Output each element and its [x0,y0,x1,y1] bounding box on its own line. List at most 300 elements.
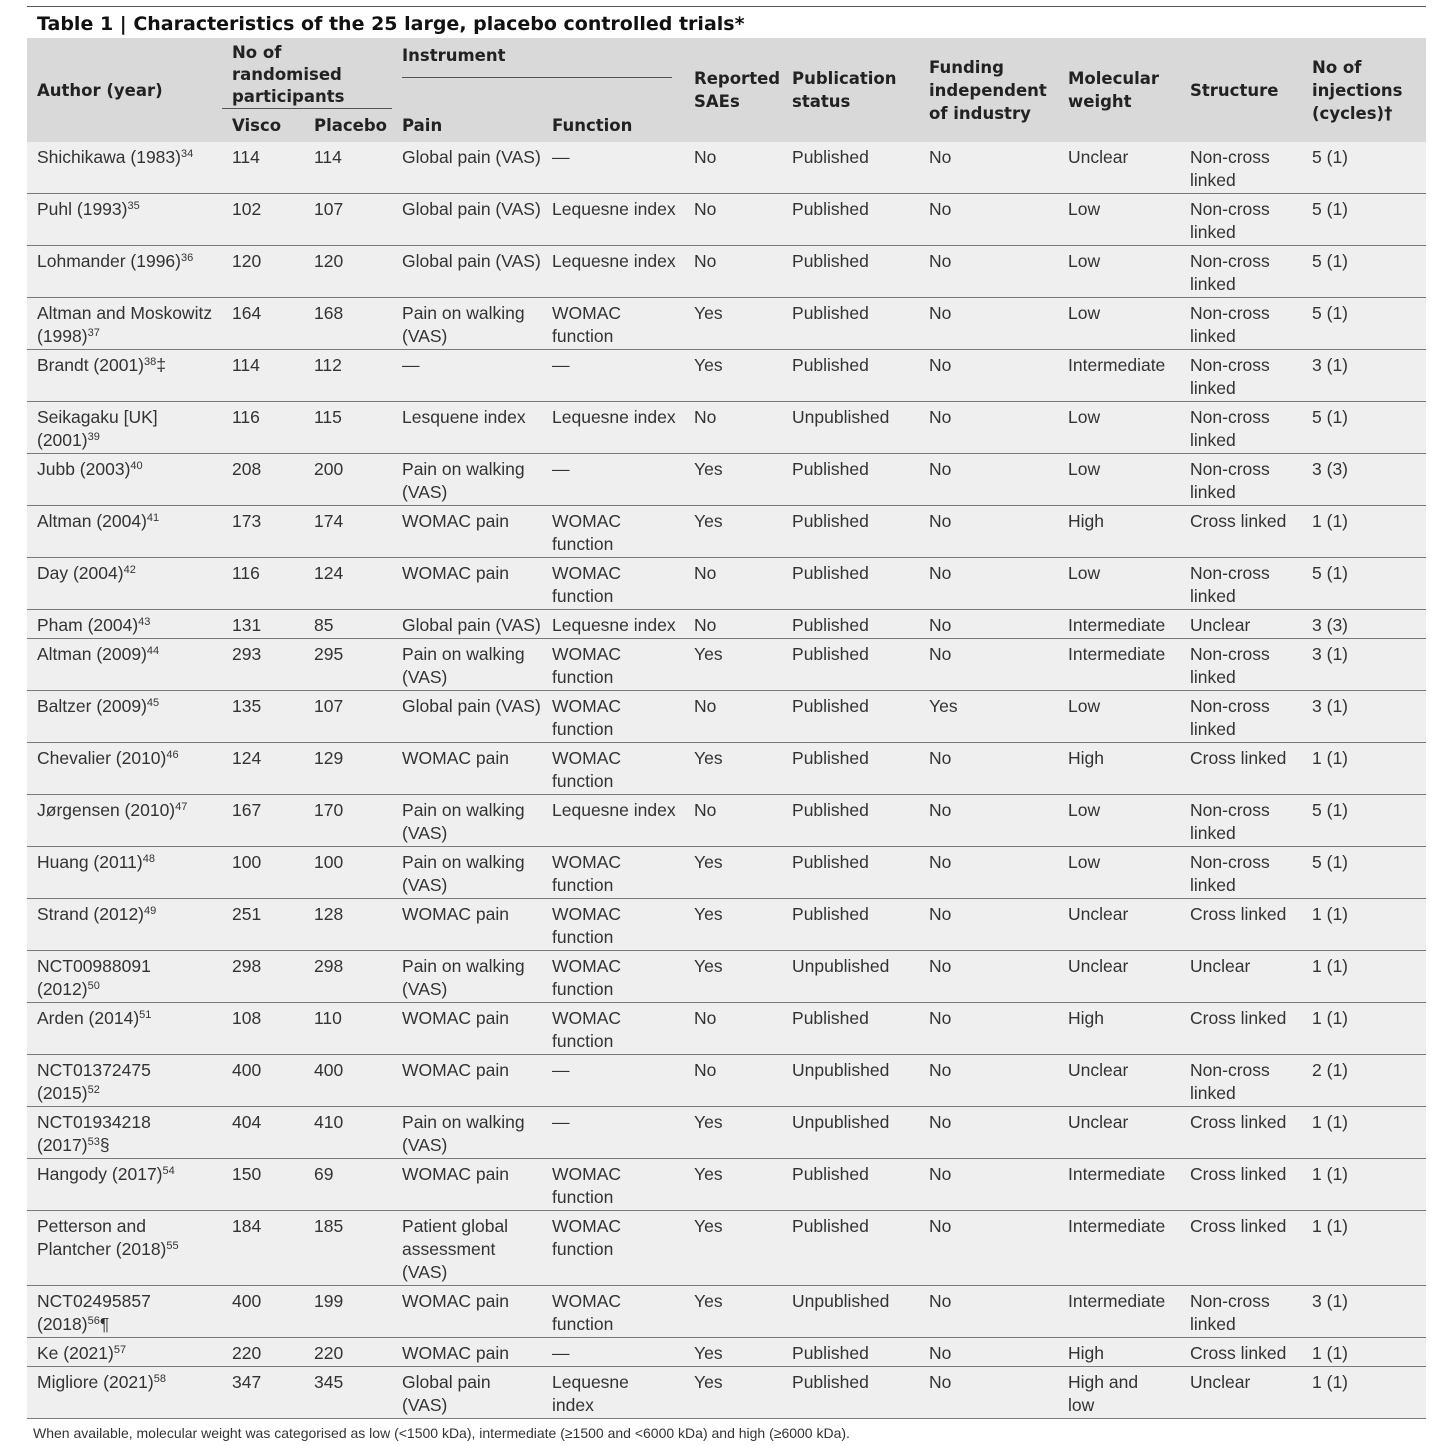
cell-structure-line: Cross linked [1190,1216,1287,1236]
cell-structure-line: Unclear [1190,615,1251,635]
header-pain: Pain [392,109,542,143]
cell-function-line: WOMAC [552,1008,622,1028]
table-row [27,1338,1426,1367]
cell-molecular [1058,402,1180,454]
cell-function [542,246,684,298]
cell-pain-line: Pain on walking [402,1112,525,1132]
cell-function-line: WOMAC [552,1291,622,1311]
cell-publication: Published [782,298,919,350]
cell-function-line: Lequesne index [552,251,676,271]
cell-pain [392,506,542,558]
cell-structure-line: Non-cross [1190,199,1270,219]
cell-function-line: function [552,1031,614,1051]
cell-pain-line: (VAS) [402,1395,448,1415]
cell-function [542,558,684,610]
cell-saes: No [684,795,782,847]
cell-molecular-line: High [1068,1008,1105,1028]
header-funding: Funding independent of industry [919,38,1058,142]
cell-molecular [1058,1055,1180,1107]
table-row [27,558,1426,610]
cell-publication: Published [782,1367,919,1419]
cell-function-line: function [552,1314,614,1334]
cell-saes: Yes [684,1286,782,1338]
cell-function [542,691,684,743]
table-row [27,1107,1426,1159]
footnote-mark: § [99,1135,110,1155]
cell-publication: Unpublished [782,1107,919,1159]
cell-molecular-line: Unclear [1068,904,1129,924]
table-row [27,1159,1426,1211]
cell-saes: Yes [684,899,782,951]
cell-pain [392,194,542,246]
header-saes: Reported SAEs [684,38,782,142]
cell-pain-line: Global pain (VAS) [402,199,541,219]
table-container [27,6,1426,1445]
cell-pain-line: WOMAC pain [402,904,509,924]
cell-molecular-line: Intermediate [1068,644,1166,664]
cell-function [542,350,684,402]
reference-number: 35 [127,200,140,212]
cell-placebo: 100 [304,847,392,899]
cell-pain [392,1286,542,1338]
cell-placebo: 124 [304,558,392,610]
cell-structure [1180,246,1302,298]
header-randomised [222,38,392,109]
table-row [27,899,1426,951]
table-row [27,350,1426,402]
cell-structure-line: linked [1190,823,1236,843]
cell-function-line: WOMAC [552,852,622,872]
reference-number: 46 [166,749,179,761]
cell-pain-line: WOMAC pain [402,511,509,531]
cell-placebo: 168 [304,298,392,350]
cell-author-line: Hangody (2017) [37,1164,163,1184]
cell-molecular-line: Low [1068,800,1101,820]
cell-molecular [1058,298,1180,350]
reference-number: 48 [142,853,155,865]
cell-visco: 116 [222,558,304,610]
header-randomised-label: No of randomised participants [232,43,345,106]
reference-number: 45 [146,697,160,709]
cell-injections: 5 (1) [1302,298,1426,350]
cell-author-line: Chevalier (2010) [37,748,167,768]
header-molecular: Molecular weight [1058,38,1180,142]
cell-structure-line: linked [1190,326,1236,346]
cell-placebo: 107 [304,194,392,246]
table-row [27,951,1426,1003]
instrument-rule [402,77,672,78]
cell-function-line: — [552,1343,570,1363]
cell-funding: Yes [919,691,1058,743]
cell-structure [1180,558,1302,610]
cell-author-line: Altman and Moskowitz [37,303,213,323]
cell-structure-line: linked [1190,482,1236,502]
cell-funding: No [919,795,1058,847]
cell-structure-line: Non-cross [1190,563,1270,583]
cell-function-line: WOMAC [552,644,622,664]
cell-author [27,1055,222,1107]
cell-saes: Yes [684,1367,782,1419]
cell-molecular-line: Low [1068,407,1101,427]
cell-injections: 1 (1) [1302,1159,1426,1211]
cell-author-line: Jubb (2003) [37,459,131,479]
cell-funding: No [919,951,1058,1003]
cell-injections: 5 (1) [1302,246,1426,298]
cell-placebo: 120 [304,246,392,298]
table-title: Table 1 | Characteristics of the 25 large, placebo controlled trials* [27,6,1426,38]
cell-structure [1180,1338,1302,1367]
cell-molecular-line: Intermediate [1068,615,1166,635]
cell-pain-line: assessment [402,1239,496,1259]
cell-saes: Yes [684,743,782,795]
cell-molecular [1058,506,1180,558]
cell-molecular [1058,743,1180,795]
cell-author-line: (2017) [37,1135,88,1155]
cell-pain [392,743,542,795]
cell-author [27,899,222,951]
cell-function [542,454,684,506]
cell-pain [392,610,542,639]
cell-injections: 2 (1) [1302,1055,1426,1107]
cell-author [27,1159,222,1211]
cell-placebo: 110 [304,1003,392,1055]
header-instrument [392,38,684,109]
header-visco: Visco [222,109,304,143]
reference-number: 58 [153,1373,166,1385]
cell-structure-line: Cross linked [1190,1008,1287,1028]
cell-function-line: index [552,1395,594,1415]
cell-author [27,795,222,847]
cell-funding: No [919,847,1058,899]
cell-publication: Published [782,1211,919,1286]
cell-author [27,1338,222,1367]
cell-author [27,691,222,743]
cell-funding: No [919,558,1058,610]
reference-number: 42 [123,564,136,576]
cell-injections: 1 (1) [1302,1107,1426,1159]
cell-publication: Published [782,795,919,847]
cell-molecular-line: Unclear [1068,956,1129,976]
cell-molecular-line: High [1068,748,1105,768]
cell-structure-line: linked [1190,170,1236,190]
cell-author-line: Puhl (1993) [37,199,128,219]
cell-publication: Published [782,847,919,899]
cell-pain-line: Pain on walking [402,303,525,323]
cell-author-line: (2018) [37,1314,88,1334]
cell-funding: No [919,454,1058,506]
cell-author [27,298,222,350]
cell-pain-line: Pain on walking [402,800,525,820]
cell-placebo: 174 [304,506,392,558]
cell-visco: 164 [222,298,304,350]
cell-molecular [1058,194,1180,246]
cell-saes: Yes [684,1159,782,1211]
cell-funding: No [919,610,1058,639]
cell-function [542,639,684,691]
cell-structure [1180,454,1302,506]
cell-function-line: — [552,1060,570,1080]
cell-molecular [1058,1003,1180,1055]
cell-saes: Yes [684,1338,782,1367]
header-author: Author (year) [27,38,222,142]
cell-injections: 5 (1) [1302,558,1426,610]
cell-saes: Yes [684,298,782,350]
cell-function [542,1367,684,1419]
cell-injections: 3 (1) [1302,639,1426,691]
cell-saes: Yes [684,350,782,402]
cell-pain-line: Pain on walking [402,852,525,872]
cell-injections: 1 (1) [1302,951,1426,1003]
cell-funding: No [919,1159,1058,1211]
cell-funding: No [919,246,1058,298]
cell-author-line: Pham (2004) [37,615,139,635]
cell-structure [1180,610,1302,639]
cell-author [27,951,222,1003]
cell-molecular [1058,1286,1180,1338]
cell-molecular [1058,558,1180,610]
cell-function-line: function [552,586,614,606]
cell-visco: 114 [222,142,304,194]
cell-function-line: WOMAC [552,563,622,583]
cell-structure [1180,639,1302,691]
cell-structure-line: linked [1190,430,1236,450]
cell-structure-line: linked [1190,378,1236,398]
cell-author [27,1003,222,1055]
table-row [27,298,1426,350]
cell-molecular-line: Intermediate [1068,1216,1166,1236]
cell-saes: No [684,691,782,743]
cell-pain [392,558,542,610]
cell-publication: Published [782,743,919,795]
cell-author-line: NCT01934218 [37,1112,151,1132]
table-row [27,691,1426,743]
header-publication: Publication status [782,38,919,142]
cell-molecular [1058,610,1180,639]
cell-structure-line: linked [1190,274,1236,294]
table-row [27,743,1426,795]
cell-visco: 167 [222,795,304,847]
cell-molecular-line: Low [1068,563,1101,583]
cell-molecular [1058,795,1180,847]
cell-structure-line: Non-cross [1190,147,1270,167]
cell-function-line: function [552,1187,614,1207]
cell-author-line: Altman (2004) [37,511,147,531]
cell-pain-line: Patient global [402,1216,509,1236]
cell-visco: 131 [222,610,304,639]
cell-structure [1180,1107,1302,1159]
cell-structure [1180,847,1302,899]
cell-visco: 293 [222,639,304,691]
cell-author-line: Plantcher (2018) [37,1239,167,1259]
header-function: Function [542,109,684,143]
cell-function-line: WOMAC [552,303,622,323]
cell-pain [392,1211,542,1286]
cell-pain [392,246,542,298]
cell-pain-line: (VAS) [402,1262,448,1282]
cell-molecular [1058,847,1180,899]
trials-table [27,38,1426,1419]
cell-placebo: 128 [304,899,392,951]
reference-number: 34 [180,148,194,160]
reference-number: 38 [144,356,157,368]
cell-function-line: function [552,979,614,999]
cell-saes: Yes [684,506,782,558]
cell-structure-line: Non-cross [1190,852,1270,872]
cell-author [27,1107,222,1159]
cell-molecular [1058,951,1180,1003]
cell-function [542,1338,684,1367]
cell-function-line: WOMAC [552,904,622,924]
cell-pain-line: (VAS) [402,667,448,687]
cell-author [27,402,222,454]
header-injections: No of injections (cycles)† [1302,38,1426,142]
cell-structure-line: linked [1190,719,1236,739]
header-placebo: Placebo [304,109,392,143]
cell-function-line: WOMAC [552,1216,622,1236]
reference-number: 37 [87,327,100,339]
cell-author [27,1211,222,1286]
cell-author-line: Ke (2021) [37,1343,114,1363]
cell-structure [1180,1286,1302,1338]
cell-funding: No [919,1338,1058,1367]
cell-pain [392,1003,542,1055]
cell-structure [1180,951,1302,1003]
cell-structure-line: Non-cross [1190,407,1270,427]
cell-visco: 220 [222,1338,304,1367]
cell-structure [1180,1055,1302,1107]
cell-author-line: Lohmander (1996) [37,251,181,271]
reference-number: 51 [139,1009,152,1021]
cell-function-line: Lequesne index [552,199,676,219]
cell-pain-line: (VAS) [402,482,448,502]
cell-author-line: (2001) [37,430,88,450]
cell-author-line: Arden (2014) [37,1008,140,1028]
cell-function-line: Lequesne index [552,800,676,820]
cell-saes: Yes [684,454,782,506]
cell-pain [392,454,542,506]
table-row [27,454,1426,506]
cell-molecular-line: Low [1068,696,1101,716]
cell-molecular [1058,1211,1180,1286]
cell-injections: 3 (1) [1302,691,1426,743]
cell-funding: No [919,1367,1058,1419]
cell-author-line: Brandt (2001) [37,355,145,375]
cell-structure-line: linked [1190,222,1236,242]
cell-funding: No [919,639,1058,691]
cell-pain-line: Global pain [402,1372,491,1392]
table-body [27,142,1426,1419]
cell-publication: Published [782,691,919,743]
cell-structure-line: Non-cross [1190,355,1270,375]
cell-molecular [1058,142,1180,194]
cell-structure-line: Cross linked [1190,904,1287,924]
cell-injections: 1 (1) [1302,899,1426,951]
cell-structure-line: Non-cross [1190,1291,1270,1311]
cell-function-line: WOMAC [552,696,622,716]
cell-molecular [1058,691,1180,743]
cell-injections: 5 (1) [1302,795,1426,847]
cell-molecular [1058,246,1180,298]
cell-function-line: function [552,875,614,895]
cell-structure-line: Non-cross [1190,251,1270,271]
cell-visco: 298 [222,951,304,1003]
cell-saes: Yes [684,1211,782,1286]
cell-visco: 114 [222,350,304,402]
cell-pain [392,847,542,899]
cell-injections: 3 (3) [1302,610,1426,639]
cell-publication: Published [782,639,919,691]
cell-saes: No [684,142,782,194]
cell-author-line: NCT00988091 [37,956,151,976]
cell-molecular-line: High [1068,511,1105,531]
cell-pain-line: (VAS) [402,823,448,843]
cell-structure-line: Non-cross [1190,1060,1270,1080]
cell-structure [1180,1367,1302,1419]
cell-function [542,1055,684,1107]
cell-funding: No [919,1055,1058,1107]
cell-placebo: 199 [304,1286,392,1338]
cell-structure [1180,1211,1302,1286]
cell-injections: 5 (1) [1302,847,1426,899]
cell-author [27,847,222,899]
cell-publication: Unpublished [782,402,919,454]
cell-function [542,1211,684,1286]
cell-publication: Unpublished [782,1055,919,1107]
cell-visco: 135 [222,691,304,743]
cell-publication: Published [782,1003,919,1055]
cell-publication: Published [782,142,919,194]
table-row [27,1367,1426,1419]
cell-function [542,402,684,454]
cell-publication: Unpublished [782,951,919,1003]
cell-pain-line: WOMAC pain [402,1291,509,1311]
table-row [27,847,1426,899]
cell-author-line: Day (2004) [37,563,124,583]
cell-visco: 102 [222,194,304,246]
cell-pain-line: Global pain (VAS) [402,251,541,271]
cell-structure-line: Unclear [1190,1372,1251,1392]
cell-visco: 208 [222,454,304,506]
cell-structure-line: Non-cross [1190,644,1270,664]
cell-molecular-line: High and [1068,1372,1139,1392]
cell-publication: Published [782,506,919,558]
cell-structure-line: Non-cross [1190,800,1270,820]
cell-placebo: 185 [304,1211,392,1286]
reference-number: 57 [113,1344,127,1356]
cell-placebo: 112 [304,350,392,402]
cell-structure-line: Cross linked [1190,1343,1287,1363]
cell-function-line: WOMAC [552,511,622,531]
cell-pain [392,1367,542,1419]
cell-injections: 1 (1) [1302,1367,1426,1419]
reference-number: 54 [162,1165,175,1177]
cell-structure-line: Cross linked [1190,748,1287,768]
cell-pain [392,691,542,743]
cell-author [27,743,222,795]
cell-funding: No [919,1107,1058,1159]
cell-injections: 5 (1) [1302,194,1426,246]
cell-visco: 251 [222,899,304,951]
table-row [27,1286,1426,1338]
cell-pain [392,298,542,350]
cell-publication: Published [782,610,919,639]
cell-pain [392,1055,542,1107]
cell-pain-line: Pain on walking [402,956,525,976]
cell-visco: 124 [222,743,304,795]
cell-molecular-line: Intermediate [1068,1291,1166,1311]
cell-author [27,454,222,506]
cell-function [542,142,684,194]
